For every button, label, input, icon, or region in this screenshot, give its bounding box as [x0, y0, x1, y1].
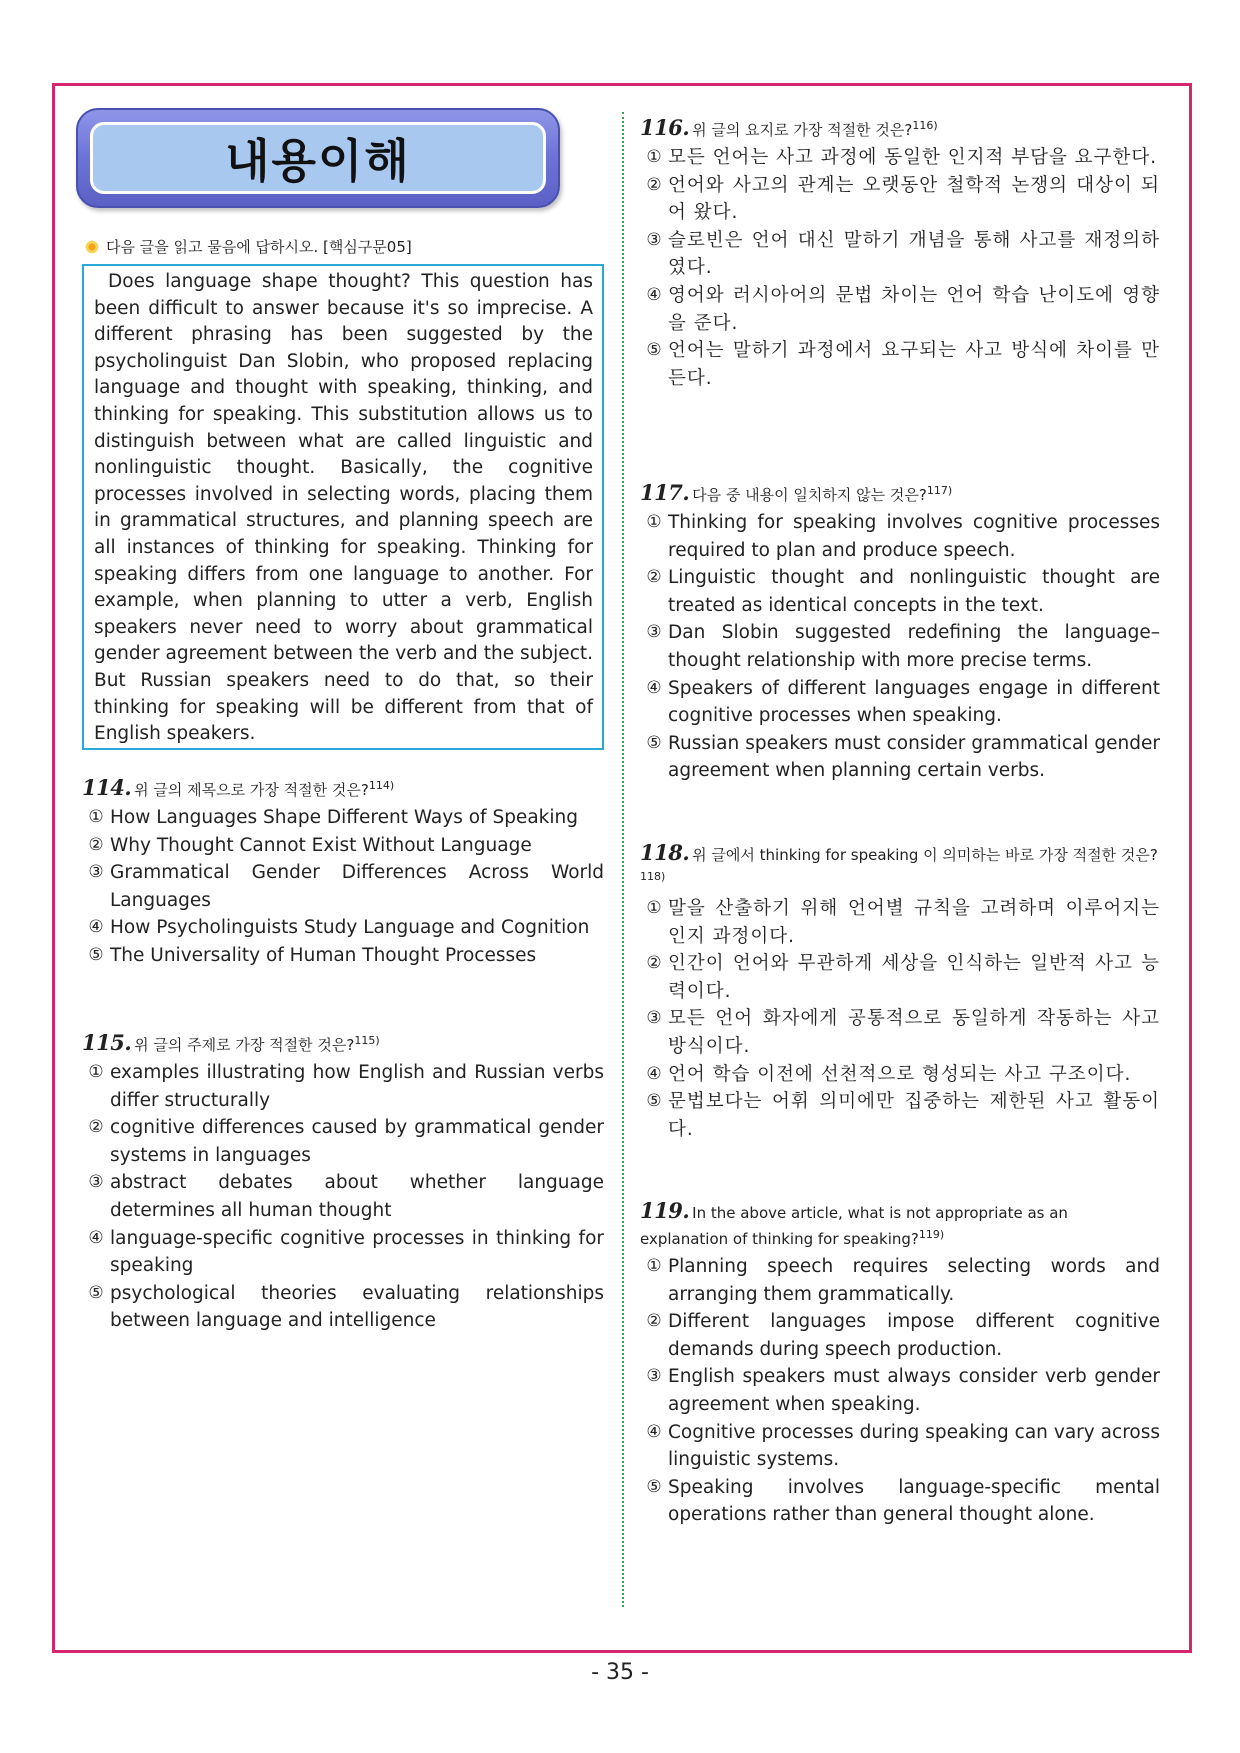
option-text: 영어와 러시아어의 문법 차이는 언어 학습 난이도에 영향을 준다.	[668, 284, 1160, 334]
question-115	[82, 1030, 604, 1335]
option-mark: ④	[88, 917, 104, 938]
question-header	[640, 480, 1160, 506]
option[interactable]	[640, 1474, 1160, 1529]
option[interactable]	[640, 227, 1160, 282]
option-text: How Languages Shape Different Ways of Speaking	[110, 807, 578, 828]
option-mark: ①	[88, 1062, 104, 1082]
option[interactable]	[640, 675, 1160, 730]
question-prompt: 위 글의 제목으로 가장 적절한 것은?	[134, 781, 369, 799]
option-text: 문법보다는 어휘 의미에만 집중하는 제한된 사고 활동이다.	[668, 1091, 1160, 1140]
option[interactable]	[640, 172, 1160, 227]
question-header	[640, 842, 1160, 892]
option[interactable]	[640, 1005, 1160, 1060]
option-text: abstract debates about whether language determines all human thought	[110, 1172, 604, 1221]
option[interactable]	[640, 1308, 1160, 1363]
question-prompt: 위 글에서 thinking for speaking 이 의미하는 바로 가장 적절한 것은?	[692, 846, 1158, 864]
option[interactable]	[82, 1280, 604, 1335]
option-text: 말을 산출하기 위해 언어별 규칙을 고려하며 이루어지는 인지 과정이다.	[668, 898, 1160, 947]
option-text: 언어 학습 이전에 선천적으로 형성되는 사고 구조이다.	[668, 1063, 1132, 1085]
option-mark: ③	[646, 229, 662, 250]
option[interactable]	[640, 1419, 1160, 1474]
option[interactable]	[640, 282, 1160, 337]
option-mark: ③	[88, 1172, 104, 1193]
question-number: 115.	[82, 1030, 132, 1055]
option-text: 언어와 사고의 관계는 오랫동안 철학적 논쟁의 대상이 되어 왔다.	[668, 174, 1160, 224]
option[interactable]	[82, 832, 604, 860]
instruction	[84, 236, 412, 257]
question-number: 116.	[640, 115, 690, 140]
option-text: Speaking involves language-specific mental operations rather than general thought alone.	[668, 1476, 1160, 1526]
footnote-ref: 118)	[640, 870, 666, 883]
question-prompt: 다음 중 내용이 일치하지 않는 것은?	[692, 486, 927, 504]
option-text: psychological theories evaluating relationships between language and intelligence	[110, 1282, 604, 1332]
option[interactable]	[640, 1253, 1160, 1308]
question-116	[640, 115, 1160, 392]
option-mark: ④	[646, 284, 662, 305]
option-mark: ⑤	[646, 1091, 662, 1112]
question-number: 119.	[640, 1198, 690, 1223]
option-text: Planning speech requires selecting words and arranging them grammatically.	[668, 1256, 1160, 1305]
reading-passage: Does language shape thought? This question has been difficult to answer because it's so imprecise. A different phrasing has been suggested by the psycholinguist Dan Slobin, who proposed replacing language and thought with speaking, thinking, and thinking for speaking. This substitution allows us to distinguish between what are called linguistic and nonlinguistic thought. Basically, the cognitive processes involved in selecting words, placing them in grammatical structures, and planning speech are all instances of thinking for speaking. Thinking for speaking differs from one language to another. For example, when planning to utter a verb, English speakers never need to worry about grammatical gender agreement between the verb and the subject. But Russian speakers need to do that, so their thinking for speaking will be different from that of English speakers.	[82, 264, 604, 750]
option[interactable]	[640, 509, 1160, 564]
option[interactable]	[82, 1169, 604, 1224]
option[interactable]	[640, 1061, 1160, 1089]
option-text: 인간이 언어와 무관하게 세상을 인식하는 일반적 사고 능력이다.	[668, 953, 1160, 1002]
option-mark: ①	[646, 147, 662, 167]
question-header	[640, 115, 1160, 141]
option-mark: ②	[646, 174, 662, 195]
question-114	[82, 775, 604, 970]
option-text: Russian speakers must consider grammatical gender agreement when planning certain verbs.	[668, 732, 1160, 782]
option[interactable]	[640, 564, 1160, 619]
option[interactable]	[640, 144, 1160, 172]
option-mark: ③	[646, 1366, 662, 1387]
question-header	[82, 775, 604, 801]
option[interactable]	[82, 804, 604, 832]
option[interactable]	[82, 914, 604, 942]
option-mark: ④	[646, 1063, 662, 1084]
option-mark: ①	[646, 1256, 662, 1276]
option-mark: ②	[88, 1117, 104, 1138]
option-text: 언어는 말하기 과정에서 요구되는 사고 방식에 차이를 만든다.	[668, 340, 1160, 389]
option[interactable]	[640, 1363, 1160, 1418]
column-divider	[622, 112, 624, 1607]
option-text: examples illustrating how English and Russian verbs differ structurally	[110, 1062, 604, 1111]
option-text: Linguistic thought and nonlinguistic thought are treated as identical concepts in the text.	[668, 567, 1160, 616]
option[interactable]	[82, 859, 604, 914]
option-mark: ④	[88, 1227, 104, 1248]
option-mark: ⑤	[646, 340, 662, 361]
option-mark: ③	[88, 862, 104, 883]
option[interactable]	[82, 1114, 604, 1169]
question-prompt: 위 글의 요지로 가장 적절한 것은?	[692, 121, 913, 139]
footnote-ref: 119)	[918, 1228, 945, 1241]
question-number: 118.	[640, 840, 690, 865]
option[interactable]	[82, 1059, 604, 1114]
section-title: 내용이해	[225, 134, 411, 188]
question-number: 117.	[640, 480, 690, 505]
option-text: Cognitive processes during speaking can vary across linguistic systems.	[668, 1421, 1160, 1471]
option-text: The Universality of Human Thought Processes	[110, 944, 537, 966]
option-mark: ⑤	[88, 944, 104, 965]
option-mark: ①	[646, 512, 662, 532]
question-header	[640, 1200, 1160, 1250]
option-text: language-specific cognitive processes in thinking for speaking	[110, 1227, 604, 1277]
option[interactable]	[640, 1088, 1160, 1143]
instruction-text: 다음 글을 읽고 물음에 답하시오. [핵심구문05]	[106, 238, 412, 256]
option-text: cognitive differences caused by grammatical gender systems in languages	[110, 1117, 604, 1166]
question-117	[640, 480, 1160, 785]
question-number: 114.	[82, 775, 132, 800]
option-text: English speakers must always consider verb gender agreement when speaking.	[668, 1366, 1160, 1415]
option-mark: ③	[646, 1008, 662, 1029]
footnote-ref: 115)	[354, 1034, 380, 1047]
question-header	[82, 1030, 604, 1056]
footnote-ref: 116)	[912, 119, 938, 132]
option-text: Different languages impose different cognitive demands during speech production.	[668, 1311, 1160, 1360]
option[interactable]	[640, 895, 1160, 950]
option-mark: ④	[646, 1421, 662, 1442]
footnote-ref: 114)	[368, 779, 395, 792]
section-banner-inner	[90, 122, 546, 194]
option-text: 슬로빈은 언어 대신 말하기 개념을 통해 사고를 재정의하였다.	[668, 229, 1160, 279]
page-number: - 35 -	[591, 1660, 649, 1685]
option-text: How Psycholinguists Study Language and Cognition	[110, 917, 590, 939]
option-mark: ②	[88, 834, 104, 855]
question-119	[640, 1200, 1160, 1529]
option[interactable]	[640, 619, 1160, 674]
option-mark: ③	[646, 622, 662, 643]
question-prompt: In the above article, what is not appropriate as an explanation of thinking for speaking?	[640, 1204, 1068, 1248]
question-118	[640, 842, 1160, 1143]
option-text: 모든 언어 화자에게 공통적으로 동일하게 작동하는 사고 방식이다.	[668, 1008, 1160, 1057]
option-text: Grammatical Gender Differences Across World Languages	[110, 862, 604, 911]
option[interactable]	[640, 730, 1160, 785]
option-text: 모든 언어는 사고 과정에 동일한 인지적 부담을 요구한다.	[668, 147, 1158, 168]
option-mark: ②	[646, 567, 662, 588]
flower-icon	[84, 239, 100, 255]
option-mark: ⑤	[646, 732, 662, 753]
option-text: Speakers of different languages engage in different cognitive processes when speaking.	[668, 677, 1160, 727]
option-mark: ①	[646, 898, 662, 918]
option-mark: ②	[646, 953, 662, 974]
footnote-ref: 117)	[926, 484, 953, 497]
question-prompt: 위 글의 주제로 가장 적절한 것은?	[134, 1036, 355, 1054]
option[interactable]	[82, 1225, 604, 1280]
option-text: Thinking for speaking involves cognitive processes required to plan and produce speech.	[668, 512, 1160, 561]
option-text: Why Thought Cannot Exist Without Language	[110, 834, 532, 856]
option-mark: ②	[646, 1311, 662, 1332]
option[interactable]	[82, 942, 604, 970]
section-banner	[76, 108, 560, 208]
option-mark: ⑤	[88, 1282, 104, 1303]
option-mark: ①	[88, 807, 104, 827]
option[interactable]	[640, 950, 1160, 1005]
option-text: Dan Slobin suggested redefining the language–thought relationship with more precise terms.	[668, 622, 1160, 671]
option-mark: ⑤	[646, 1476, 662, 1497]
option[interactable]	[640, 337, 1160, 392]
option-mark: ④	[646, 677, 662, 698]
